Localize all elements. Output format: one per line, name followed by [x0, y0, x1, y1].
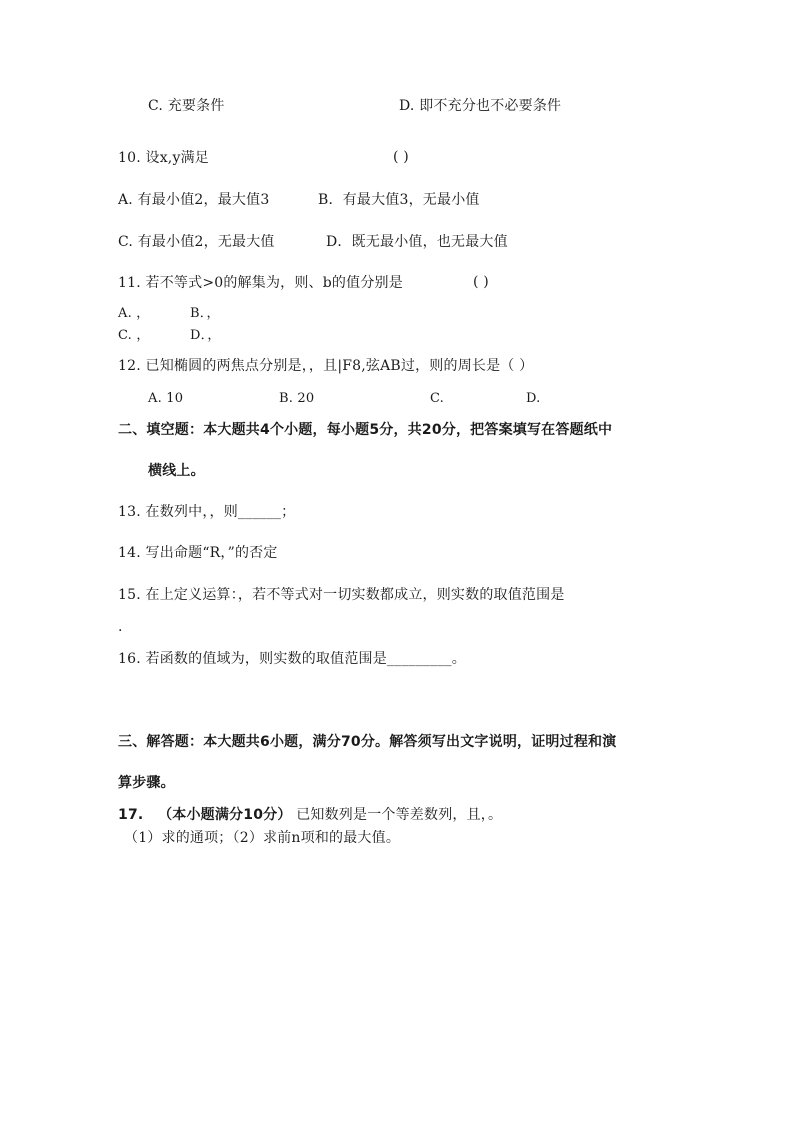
q12-option-a: A. 10 [148, 391, 184, 406]
q10-answer-paren: ( ) [393, 149, 409, 165]
q11-option-b: B．， [190, 306, 220, 321]
q17-header [118, 806, 502, 824]
q17-score: （本小题满分10分） [158, 807, 292, 823]
section3-heading: 三、解答题：本大题共6小题，满分70分。解答须写出文字说明，证明过程和演 [118, 734, 617, 750]
q17-number: 17. [118, 807, 144, 823]
section2-heading-cont: 横线上。 [148, 463, 205, 479]
q16-text: 16. 若函数的值域为，则实数的取值范围是_________。 [118, 651, 466, 667]
q13-text: 13. 在数列中，，则______； [118, 504, 296, 520]
q11-option-a: A. ， [118, 306, 150, 321]
q11-answer-paren: ( ) [473, 274, 489, 290]
q12-option-c: C. [430, 391, 445, 406]
q12-option-d: D. [526, 391, 541, 406]
q10-stem: 10. 设x,y满足 [118, 150, 209, 166]
q15-text: 15. 在上定义运算：，若不等式对一切实数都成立，则实数的取值范围是 [118, 587, 565, 603]
q17-subquestions: （1）求的通项；（2）求前n项和的最大值。 [124, 830, 401, 846]
q9-option-c: C. 充要条件 [148, 98, 225, 114]
q14-text: 14. 写出命题“R，”的否定 [118, 545, 278, 561]
q11-option-d: D．， [190, 328, 221, 343]
q10-option-c: C. 有最小值2，无最大值 [118, 234, 275, 250]
q10-option-a: A. 有最小值2，最大值3 [118, 192, 270, 208]
q17-stem: 已知数列是一个等差数列，且，。 [296, 807, 503, 823]
q12-option-b: B. 20 [279, 391, 315, 406]
section2-heading: 二、填空题：本大题共4个小题，每小题5分，共20分，把答案填写在答题纸中 [118, 422, 613, 438]
q11-stem: 11. 若不等式>0的解集为，则、b的值分别是 [118, 275, 403, 291]
q10-option-b: B．有最大值3，无最小值 [318, 192, 480, 208]
q11-option-c: C. ， [118, 328, 150, 343]
q15-text-cont: . [118, 619, 123, 635]
q12-stem: 12. 已知椭圆的两焦点分别是，，且|F8,弦AB过，则的周长是（ ） [118, 358, 534, 374]
q9-option-d: D. 即不充分也不必要条件 [399, 98, 562, 114]
section3-heading-cont: 算步骤。 [118, 775, 175, 791]
q10-option-d: D．既无最小值，也无最大值 [326, 234, 508, 250]
